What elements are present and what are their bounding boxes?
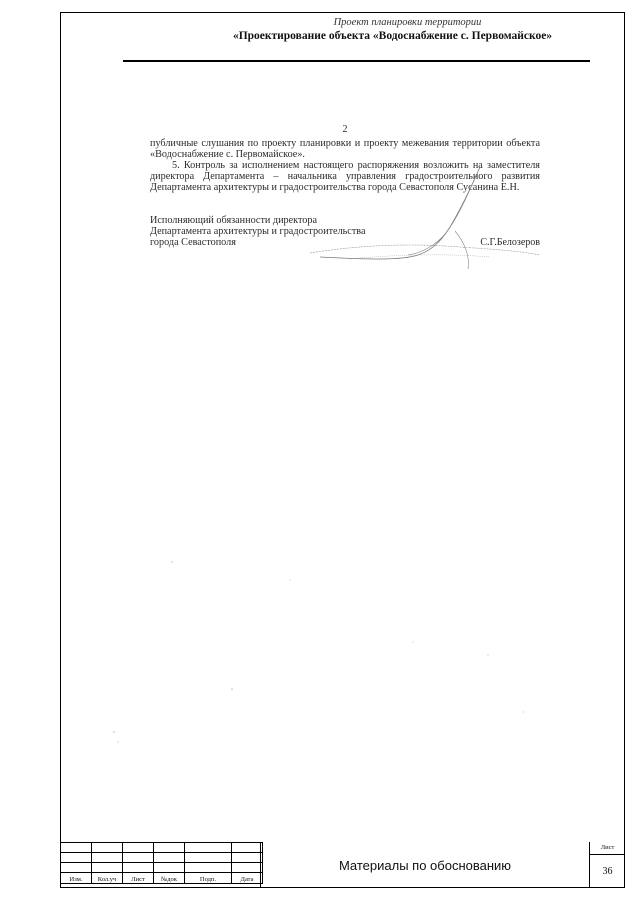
sheet-number: 36 xyxy=(602,866,613,877)
signer-position-line-1: Исполняющий обязанности директора xyxy=(150,215,317,226)
scanned-order-page xyxy=(150,124,540,248)
stamp-col-date: Дата xyxy=(232,873,263,884)
project-type: Проект планировки территории xyxy=(333,17,482,28)
signer-position-line-3: города Севастополя xyxy=(150,237,236,248)
scan-paragraph-1: публичные слушания по проекту планировки и проекту межевания территории объекта «Водоснабжение с. Первомайское». xyxy=(150,138,540,160)
header-rule xyxy=(123,60,590,62)
signature-block xyxy=(150,215,540,248)
scan-paragraph-2: 5. Контроль за исполнением настоящего распоряжения возложить на заместителя директора Департамента – начальника управления градостроительного развития Департамента архитектуры и градостроительства города Севастополя Сусанина Е.Н. xyxy=(150,160,540,193)
title-block-stamp xyxy=(60,842,625,888)
stamp-col-docnum: №док xyxy=(154,873,185,884)
signer-position-line-2: Департамента архитектуры и градостроительства xyxy=(150,226,366,237)
signer-name: С.Г.Белозеров xyxy=(480,237,540,248)
stamp-col-count: Кол.уч xyxy=(92,873,123,884)
stamp-col-signature: Подп. xyxy=(185,873,232,884)
sheet-label: Лист xyxy=(590,842,625,855)
stamp-grid xyxy=(60,842,263,884)
stamp-title: Материалы по обоснованию xyxy=(260,842,590,888)
sheet-box xyxy=(590,842,625,888)
project-name: «Проектирование объекта «Водоснабжение с. Первомайское» xyxy=(232,30,553,42)
document-header xyxy=(60,17,625,42)
stamp-col-change: Изм. xyxy=(61,873,92,884)
handwritten-signature xyxy=(290,165,550,275)
stamp-col-sheet: Лист xyxy=(123,873,154,884)
scan-page-number: 2 xyxy=(342,124,348,135)
